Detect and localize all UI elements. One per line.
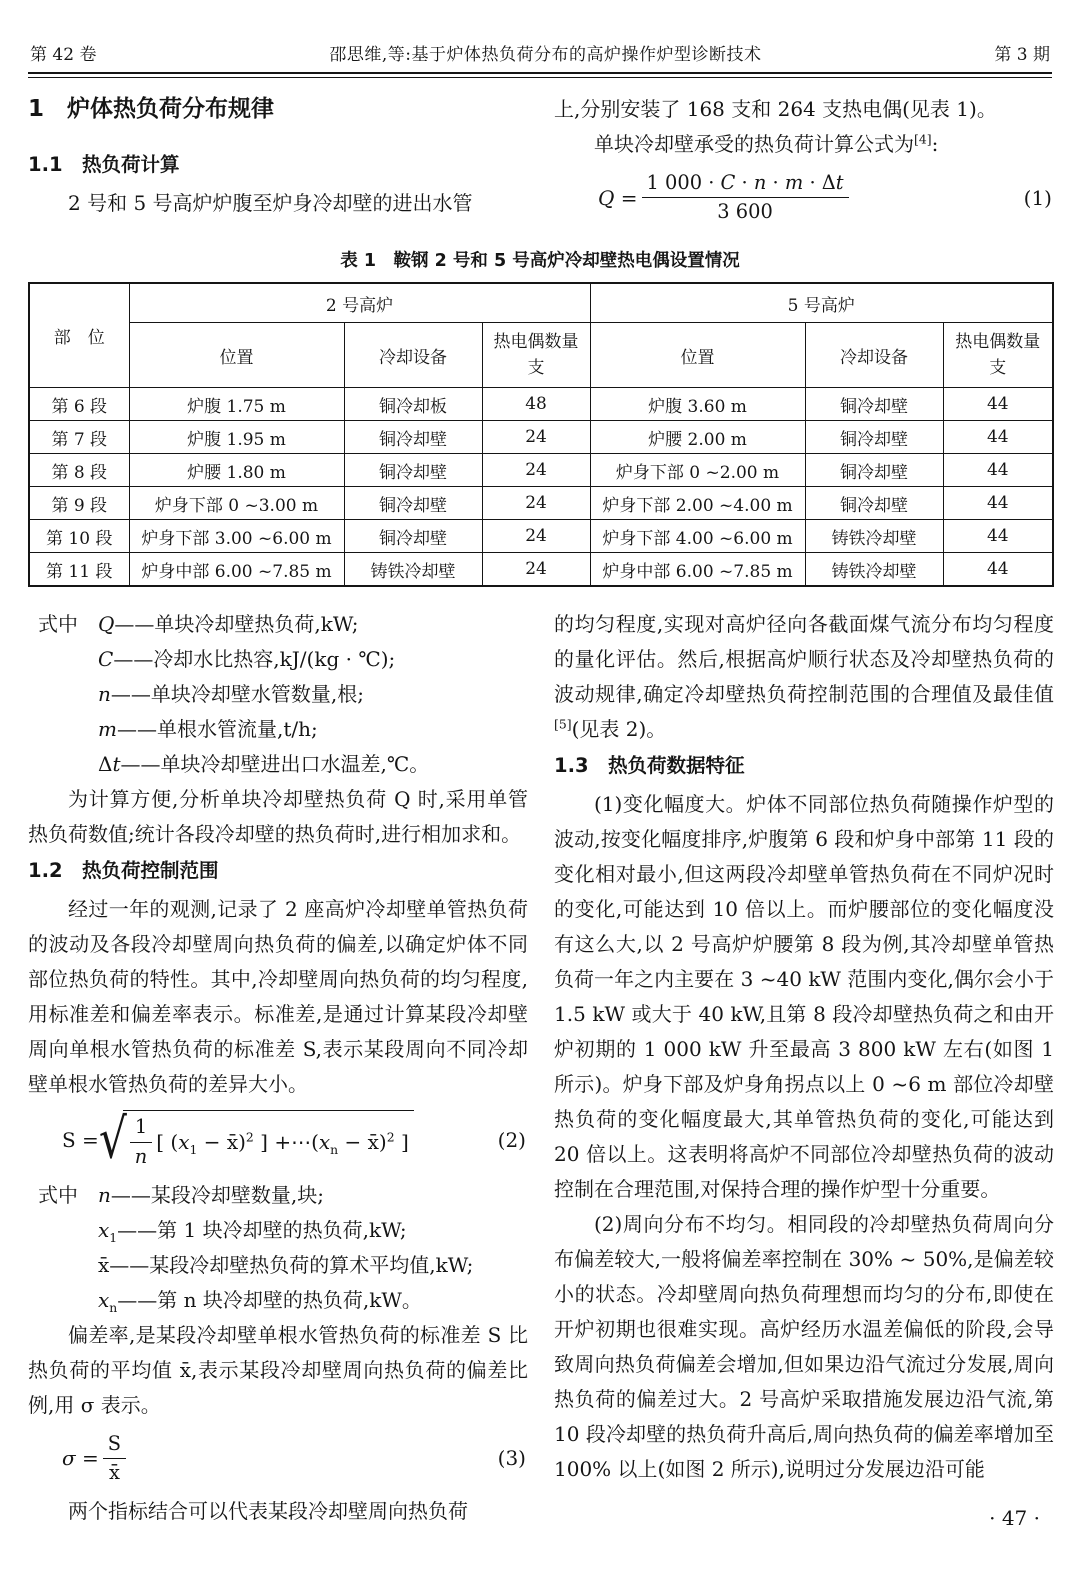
table-cell: 44: [943, 553, 1053, 587]
paragraph: (2)周向分布不均匀。相同段的冷却壁热负荷周向分布偏差较大,一般将偏差率控制在 30% ~ 50%,是偏差较小的状态。冷却壁周向热负荷理想而均匀的分布,即使在开炉初期也很难实现。高炉经历水温差偏低的阶段,会导致周向热负荷偏差会增加,但如果边沿气流过分发展,周向热负荷的偏差过大。2 号高炉采取措施发展边沿气流,第 10 段冷却壁的热负荷升高后,周向热负荷的偏差率增加至 100% 以上(如图 2 所示),说明过分发展边沿可能: [554, 1212, 1054, 1482]
bottom-columns: [28, 607, 1052, 1536]
table-row: [29, 454, 1053, 487]
table-cell: 炉腰 1.80 m: [129, 454, 344, 487]
table-cell: 第 8 段: [29, 454, 129, 487]
table-cell: 24: [482, 421, 590, 454]
table-cell: 炉身下部 0 ~2.00 m: [590, 454, 805, 487]
variable-definition: 式中 Q——单块冷却壁热负荷,kW;: [38, 612, 359, 637]
equation-number: (2): [497, 1128, 526, 1153]
table-row: [29, 487, 1053, 520]
table-cell: 炉身中部 6.00 ~7.85 m: [590, 553, 805, 587]
table-header-qty-line2: 支: [989, 358, 1007, 379]
table-cell: 铸铁冷却壁: [344, 553, 482, 587]
fraction-numerator: S: [103, 1431, 126, 1459]
equation-3: [28, 1431, 528, 1486]
fraction-denominator: x̄: [108, 1460, 120, 1484]
header-issue: 第 3 期: [994, 45, 1050, 65]
table-cell: 44: [943, 487, 1053, 520]
table-cell: 炉身下部 4.00 ~6.00 m: [590, 520, 805, 553]
table-cell: 44: [943, 520, 1053, 553]
table-subheader-row: [29, 323, 1053, 388]
table-row: [29, 553, 1053, 587]
section-heading-1-2: 1.2 热负荷控制范围: [28, 859, 219, 883]
radicand: [123, 1110, 414, 1169]
variable-definition: C——冷却水比热容,kJ/(kg · ℃);: [98, 647, 396, 672]
paragraph: 的均匀程度,实现对高炉径向各截面煤气流分布均匀程度的量化评估。然后,根据高炉顺行状态及冷却壁热负荷的波动规律,确定冷却壁热负荷控制范围的合理值及最佳值[5](见表 2)。: [554, 612, 1054, 742]
fraction-numerator: 1: [130, 1114, 152, 1142]
fraction-denominator: 3 600: [717, 200, 773, 224]
table-cell: 铜冷却壁: [805, 454, 943, 487]
table-cell: 铸铁冷却壁: [805, 520, 943, 553]
table-cell: 24: [482, 454, 590, 487]
table-header-position: 位置: [590, 323, 805, 388]
table-cell: 铜冷却板: [344, 388, 482, 421]
table-header-qty-line2: 支: [527, 358, 545, 379]
table-cell: 铜冷却壁: [344, 421, 482, 454]
table-cell: 24: [482, 487, 590, 520]
radical-sign: √: [98, 1107, 127, 1172]
table-title: 表 1 鞍钢 2 号和 5 号高炉冷却壁热电偶设置情况: [340, 251, 740, 272]
paragraph: 单块冷却壁承受的热负荷计算公式为[4]:: [594, 131, 939, 156]
table-cell: 铜冷却壁: [344, 454, 482, 487]
table-cell: 炉身下部 3.00 ~6.00 m: [129, 520, 344, 553]
left-column-bottom: [28, 607, 528, 1536]
table-cell: 铜冷却壁: [805, 487, 943, 520]
header-running-title: 邵思维,等:基于炉体热负荷分布的高炉操作炉型诊断技术: [329, 45, 762, 65]
paragraph: 两个指标结合可以代表某段冷却壁周向热负荷: [68, 1499, 468, 1524]
table-cell: 44: [943, 421, 1053, 454]
table-cell: 第 7 段: [29, 421, 129, 454]
variable-definition: 式中 n——某段冷却壁数量,块;: [38, 1182, 324, 1207]
thermocouple-table: [28, 282, 1054, 587]
section-heading-1-1: 1.1 热负荷计算: [28, 153, 180, 176]
table-cell: 炉身下部 2.00 ~4.00 m: [590, 487, 805, 520]
variable-definition: n——单块冷却壁水管数量,根;: [98, 682, 364, 707]
right-column-top: [554, 92, 1054, 233]
table-cell: 炉腰 2.00 m: [590, 421, 805, 454]
equation-1: [554, 170, 1054, 225]
table-header-furnace-5: 5 号高炉: [590, 283, 1053, 323]
journal-header: [28, 40, 1052, 72]
paragraph: 偏差率,是某段冷却壁单根水管热负荷的标准差 S 比热负荷的平均值 x̄,表示某段冷却壁周向热负荷的偏差比例,用 σ 表示。: [28, 1322, 528, 1417]
table-cell: 炉腹 1.75 m: [129, 388, 344, 421]
header-rule: [28, 72, 1052, 78]
table-cell: 第 6 段: [29, 388, 129, 421]
equation-lhs: σ =: [62, 1446, 99, 1471]
equation-number: (3): [497, 1446, 526, 1471]
fraction: [642, 170, 849, 225]
table-cell: 第 11 段: [29, 553, 129, 587]
table-header-qty: [482, 323, 590, 388]
table-cell: 铜冷却壁: [344, 487, 482, 520]
table-cell: 铜冷却壁: [805, 388, 943, 421]
page-number: · 47 ·: [989, 1506, 1040, 1531]
table-header-row: [29, 283, 1053, 323]
table-header-position: 位置: [129, 323, 344, 388]
left-column-top: [28, 92, 528, 233]
table-cell: 铜冷却壁: [344, 520, 482, 553]
table-cell: 24: [482, 553, 590, 587]
variable-definition: Δt——单块冷却壁进出口水温差,℃。: [98, 752, 430, 777]
table-cell: 44: [943, 388, 1053, 421]
variable-definition: x̄——某段冷却壁热负荷的算术平均值,kW;: [98, 1252, 474, 1277]
table-cell: 24: [482, 520, 590, 553]
paragraph: (1)变化幅度大。炉体不同部位热负荷随操作炉型的波动,按变化幅度排序,炉腹第 6 段和炉身中部第 11 段的变化相对最小,但这两段冷却壁单管热负荷在不同炉况时的变化,可能达到 10 倍以上。而炉腰部位的变化幅度没有这么大,以 2 号高炉炉腰第 8 段为例,其冷却壁单管热负荷一年之内主要在 3 ~40 kW 范围内变化,偶尔会小于 1.5 kW 或大于 40 kW,且第 8 段冷却壁热负荷之和由开炉初期的 1 000 kW 升至最高 3 800 kW 左右(如图 1 所示)。炉身下部及炉身角拐点以上 0 ~6 m 部位冷却壁热负荷的变化幅度最大,其单管热负荷的变化,可能达到 20 倍以上。这表明将高炉不同部位冷却壁热负荷的波动控制在合理范围,对保持合理的操作炉型十分重要。: [554, 792, 1054, 1202]
paragraph: 2 号和 5 号高炉炉腹至炉身冷却壁的进出水管: [68, 191, 473, 215]
paragraph: 为计算方便,分析单块冷却壁热负荷 Q 时,采用单管热负荷数值;统计各段冷却壁的热负荷时,进行相加求和。: [28, 787, 528, 847]
section-heading-1-3: 1.3 热负荷数据特征: [554, 754, 745, 778]
square-root: [98, 1107, 414, 1172]
table-cell: 第 10 段: [29, 520, 129, 553]
table-header-device: 冷却设备: [344, 323, 482, 388]
table-cell: 炉身中部 6.00 ~7.85 m: [129, 553, 344, 587]
header-volume: 第 42 卷: [30, 45, 97, 65]
table-cell: 第 9 段: [29, 487, 129, 520]
table-row: [29, 388, 1053, 421]
right-column-bottom: [554, 607, 1054, 1536]
section-heading-1: 1 炉体热负荷分布规律: [28, 96, 275, 122]
table-cell: 炉腹 3.60 m: [590, 388, 805, 421]
table-header-furnace-2: 2 号高炉: [129, 283, 590, 323]
equation-number: (1): [1023, 185, 1052, 210]
equation-lhs: Q =: [598, 185, 638, 210]
equation-2: [28, 1107, 528, 1172]
table-row: [29, 421, 1053, 454]
top-columns: [28, 92, 1052, 233]
table-header-qty-line1: 热电偶数量: [955, 332, 1041, 353]
table-header-qty: [943, 323, 1053, 388]
table-cell: 炉腹 1.95 m: [129, 421, 344, 454]
paragraph: 经过一年的观测,记录了 2 座高炉冷却壁单管热负荷的波动及各段冷却壁周向热负荷的偏差,以确定炉体不同部位热负荷的特性。其中,冷却壁周向热负荷的均匀程度,用标准差和偏差率表示。标准差,是通过计算某段冷却壁周向单根水管热负荷的标准差 S,表示某段周向不同冷却壁单根水管热负荷的差异大小。: [28, 897, 528, 1097]
table-header-qty-line1: 热电偶数量: [493, 332, 579, 353]
table-cell: 铸铁冷却壁: [805, 553, 943, 587]
paragraph: 上,分别安装了 168 支和 264 支热电偶(见表 1)。: [554, 97, 997, 121]
variable-definition: $x_1——$第 1 块冷却壁的热负荷,kW;: [98, 1217, 407, 1245]
table-cell: 48: [482, 388, 590, 421]
table-header-device: 冷却设备: [805, 323, 943, 388]
variable-definition: m——单根水管流量,t/h;: [98, 717, 318, 742]
table-cell: 44: [943, 454, 1053, 487]
table-cell: 炉身下部 0 ~3.00 m: [129, 487, 344, 520]
fraction: [130, 1114, 152, 1169]
fraction-numerator: 1 000 · C · n · m · Δt: [642, 170, 849, 198]
equation-body: [ ($x_1$ − x̄)$^2$ ] $+\cdots(x_n$ − x̄)$^2$ ]: [156, 1129, 409, 1158]
fraction-denominator: n: [134, 1144, 148, 1168]
equation-lhs: S =: [62, 1128, 99, 1153]
table-cell: 铜冷却壁: [805, 421, 943, 454]
variable-definition: $x_n——$第 n 块冷却壁的热负荷,kW。: [98, 1287, 422, 1315]
table-row: [29, 520, 1053, 553]
fraction: [103, 1431, 126, 1486]
table-header-part: 部 位: [29, 283, 129, 388]
